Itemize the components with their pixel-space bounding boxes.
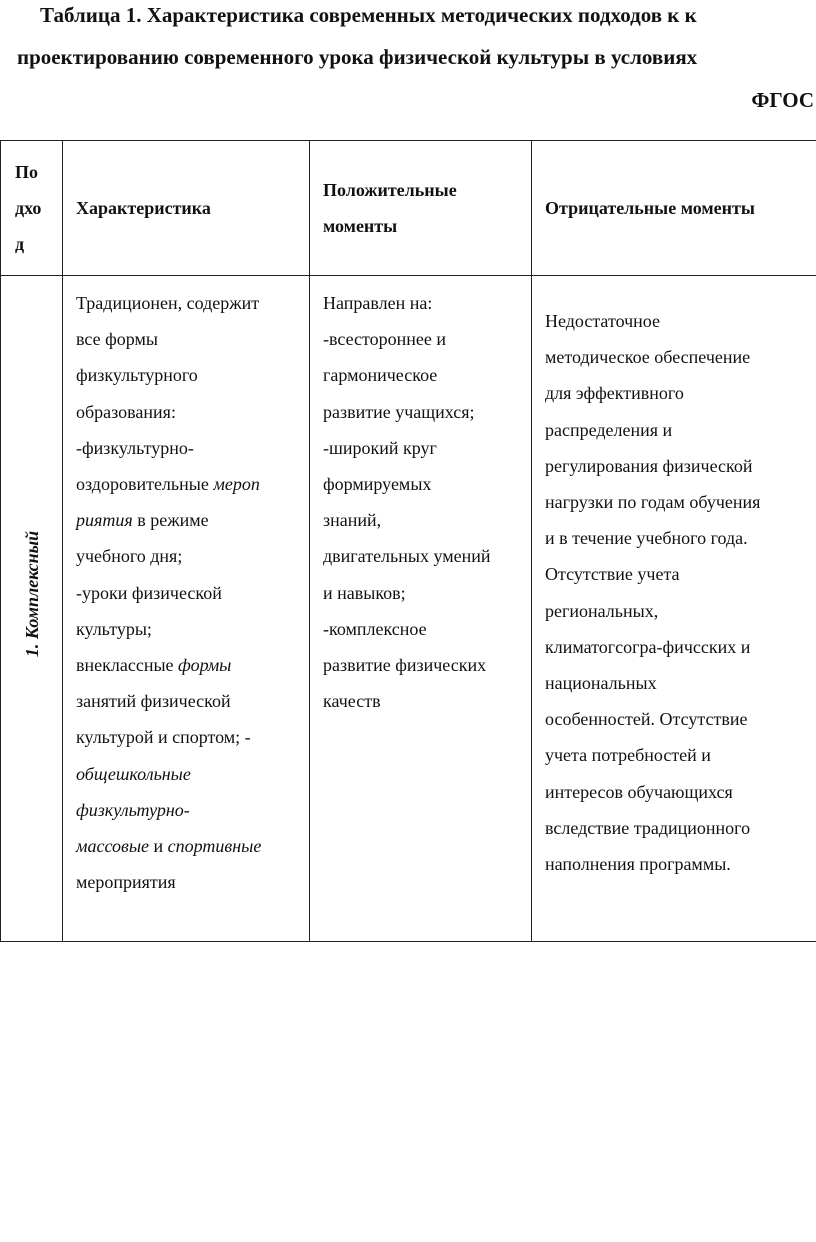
text-line: мероприятия [76, 872, 176, 893]
text-line: развитие физических [323, 655, 487, 676]
table-row [1, 276, 816, 942]
text-line: Недостаточное [545, 311, 661, 331]
text-line: и в течение учебного года. [545, 528, 748, 549]
text-line [76, 756, 305, 792]
header-positive-part: Положительные [323, 180, 457, 200]
text-line: занятий физической [76, 691, 231, 712]
text-line: Отсутствие учета [545, 564, 680, 585]
approach-cell [1, 276, 63, 942]
header-positive [310, 141, 532, 276]
text-line [76, 502, 305, 538]
header-negative [532, 141, 816, 276]
approach-name: 1. Комплексный [22, 530, 42, 658]
text-line: и навыков; [323, 582, 406, 603]
text-line: знаний, [323, 510, 382, 531]
text-line: распределения и [545, 419, 673, 440]
text-line: методическое обеспечение [545, 347, 751, 368]
header-approach [1, 141, 63, 276]
approaches-table [0, 140, 816, 942]
caption-line-3: ФГОС [751, 88, 814, 112]
text-line: климатогсогра-фичсских и [545, 636, 751, 657]
header-negative-label: Отрицательные моменты [545, 198, 755, 218]
text-line: -широкий круг [323, 437, 437, 458]
text-line: физкультурного [76, 365, 198, 386]
characteristic-cell [63, 276, 310, 942]
text-line: Традиционен, содержит [76, 293, 260, 313]
text-run: внеклассные [76, 655, 179, 676]
text-line: региональных, [545, 600, 659, 621]
text-line: -всестороннее и [323, 329, 447, 350]
text-line: гармоническое [323, 365, 438, 386]
positive-cell [310, 276, 532, 942]
text-line: для эффективного [545, 383, 684, 404]
italic-run: мероп [213, 474, 260, 495]
header-approach-part: д [15, 234, 25, 254]
text-line: -комплексное [323, 618, 427, 639]
text-line: культурой и спортом; - [76, 727, 251, 748]
italic-run: физкультурно- [76, 799, 190, 820]
text-line: качеств [323, 691, 381, 712]
text-line: учебного дня; [76, 546, 183, 567]
header-characteristic [63, 141, 310, 276]
italic-run: общешкольные [76, 763, 191, 784]
text-line [76, 828, 305, 864]
text-line: интересов обучающихся [545, 781, 733, 802]
text-line: образования: [76, 401, 176, 422]
header-approach-part: дхо [15, 198, 42, 218]
header-characteristic-label: Характеристика [76, 198, 211, 218]
header-approach-part: По [15, 162, 39, 182]
text-run: и [149, 836, 168, 857]
caption-line-2: проектированию современного урока физической культуры в условиях [17, 45, 698, 69]
text-line: учета потребностей и [545, 745, 711, 766]
negative-cell [532, 276, 816, 942]
text-line: все формы [76, 329, 158, 350]
text-line: особенностей. Отсутствие [545, 709, 748, 730]
header-row [1, 141, 816, 276]
header-positive-part: моменты [323, 216, 398, 236]
text-line [76, 647, 305, 683]
text-line: формируемых [323, 474, 432, 495]
italic-run: риятия [76, 510, 133, 531]
text-line: национальных [545, 673, 657, 694]
italic-run: спортивные [167, 836, 262, 857]
text-line [76, 792, 305, 828]
text-line: -физкультурно- [76, 437, 194, 458]
text-line: культуры; [76, 618, 152, 639]
text-line: -уроки физической [76, 582, 222, 603]
text-line [76, 466, 305, 502]
text-line: Направлен на: [323, 293, 433, 313]
caption-line-1: Таблица 1. Характеристика современных методических подходов к к [40, 3, 697, 27]
text-line: двигательных умений [323, 546, 491, 567]
text-line: нагрузки по годам обучения [545, 492, 761, 513]
text-line: регулирования физической [545, 455, 753, 476]
italic-run: формы [178, 655, 232, 676]
text-line: вследствие традиционного [545, 817, 751, 838]
text-line: наполнения программы. [545, 854, 731, 875]
text-line: развитие учащихся; [323, 401, 475, 422]
text-run: в режиме [132, 510, 209, 531]
text-run: оздоровительные [76, 474, 214, 495]
italic-run: массовые [76, 836, 150, 857]
